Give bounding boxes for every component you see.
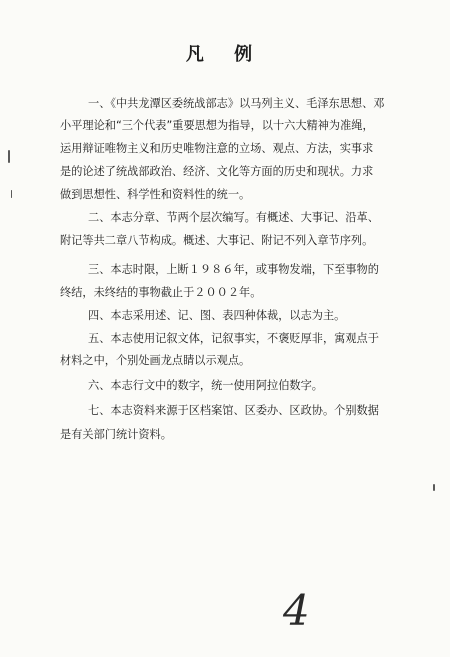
item-1-line-2: 小平理论和“三个代表”重要思想为指导，以十六大精神为准绳， <box>60 119 374 132</box>
item-6-line-1: 六、本志行文中的数字，统一使用阿拉伯数字。 <box>88 379 323 392</box>
item-2-line-1: 二、本志分章、节两个层次编写。有概述、大事记、沿革、 <box>88 211 379 224</box>
scan-mark <box>11 190 12 198</box>
item-5-line-1: 五、本志使用记叙文体，记叙事实，不褒贬厚非，寓观点于 <box>88 332 379 345</box>
item-3-line-2: 终结，未终结的事物截止于２００２年。 <box>60 286 262 299</box>
item-7-line-2: 是有关部门统计资料。 <box>60 428 172 441</box>
item-7-line-1: 七、本志资料来源于区档案馆、区委办、区政协。个别数据 <box>88 404 379 417</box>
item-5-line-2: 材料之中，个别处画龙点睛以示观点。 <box>60 354 251 367</box>
item-1-line-4: 是的论述了统战部政治、经济、文化等方面的历史和现状。力求 <box>60 165 374 178</box>
item-4-line-1: 四、本志采用述、记、图、表四种体裁，以志为主。 <box>88 309 346 322</box>
item-1-line-3: 运用辩证唯物主义和历史唯物注意的立场、观点、方法，实事求 <box>60 142 374 155</box>
item-2-line-2: 附记等共二章八节构成。概述、大事记、附记不列入章节序列。 <box>60 234 374 247</box>
scan-mark <box>8 150 10 163</box>
scan-mark <box>433 484 435 491</box>
item-3-line-1: 三、本志时限，上断１９８６年，或事物发端，下至事物的 <box>88 263 379 276</box>
page-number: 4 <box>283 586 310 635</box>
item-1-line-5: 做到思想性、科学性和资料性的统一。 <box>60 188 251 201</box>
item-1-line-1: 一、《中共龙潭区委统战部志》以马列主义、毛泽东思想、邓 <box>88 97 385 110</box>
page-title: 凡 例 <box>185 44 265 65</box>
